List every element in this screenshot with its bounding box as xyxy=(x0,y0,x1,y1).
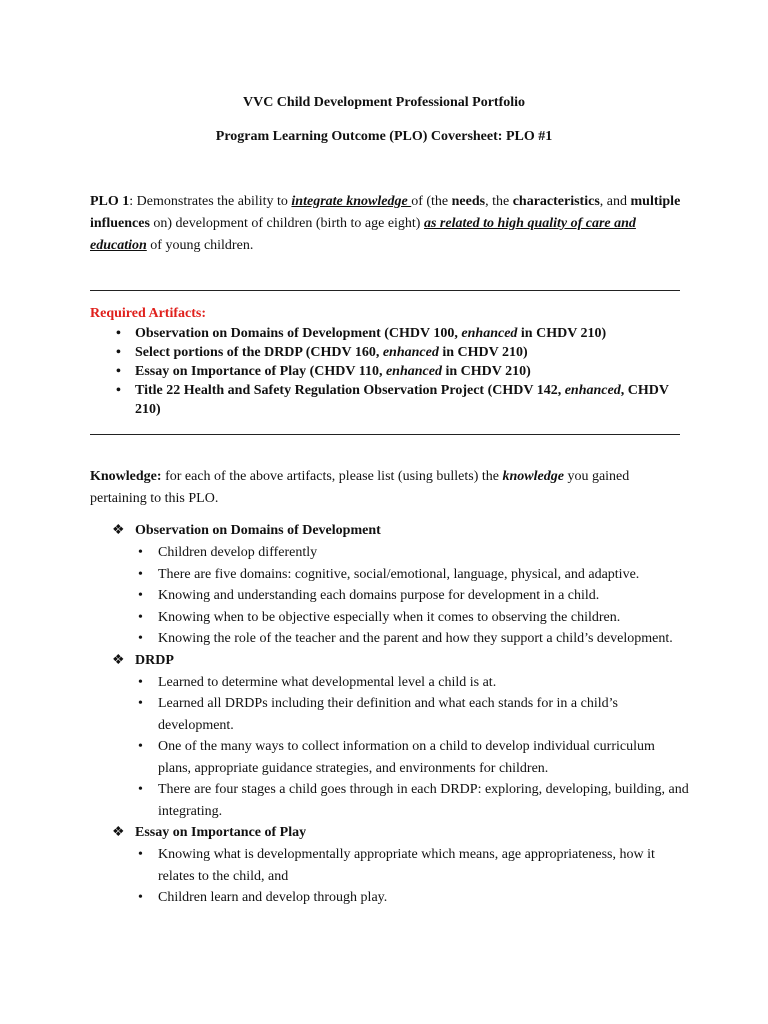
list-item-text: There are five domains: cognitive, social/emotional, language, physical, and adaptive. xyxy=(158,566,640,582)
list-item-text: Learned all DRDPs including their definition and what each stands for in a child’s development. xyxy=(158,696,618,733)
knowledge-text: you gained pertaining to this PLO. xyxy=(90,469,630,506)
list-item xyxy=(90,887,690,909)
plo-related-quality: as related to high quality of care and education xyxy=(90,216,636,253)
list-item-text: Children learn and develop through play. xyxy=(158,890,388,905)
plo-label: PLO 1 xyxy=(90,194,130,209)
list-item-text: Knowing when to be objective especially when it comes to observing the children. xyxy=(158,609,621,625)
section-title xyxy=(90,650,690,672)
list-item xyxy=(90,693,690,736)
list-item-text: There are four stages a child goes through in each DRDP: exploring, developing, building, and integrating. xyxy=(158,782,689,819)
artifact-text: Title 22 Health and Safety Regulation Observation Project (CHDV 142, xyxy=(135,383,565,398)
knowledge-intro xyxy=(90,466,680,510)
divider-line xyxy=(90,290,680,291)
artifact-text: , CHDV 210) xyxy=(135,383,669,417)
bullet-icon: • xyxy=(138,782,143,797)
artifact-item xyxy=(90,381,680,419)
list-item-text: One of the many ways to collect information on a child to develop individual curriculum plans, appropriate guidance strategies, and environments for children. xyxy=(158,739,655,776)
artifact-text: Essay on Importance of Play (CHDV 110, xyxy=(135,364,386,379)
artifact-text: in CHDV 210) xyxy=(438,345,528,360)
plo-text: , and xyxy=(599,194,631,209)
bullet-icon: • xyxy=(116,326,121,341)
section-title-text: Observation on Domains of Development xyxy=(135,523,381,538)
plo-characteristics: characteristics xyxy=(512,194,600,209)
document-title: VVC Child Development Professional Portfolio xyxy=(242,95,526,110)
list-item-text: Learned to determine what developmental level a child is at. xyxy=(158,674,497,690)
bullet-icon: • xyxy=(138,609,143,625)
artifact-enhanced: enhanced xyxy=(461,326,518,341)
document-subtitle: Program Learning Outcome (PLO) Coversheet: PLO #1 xyxy=(215,129,553,144)
diamond-bullet-icon: ❖ xyxy=(112,825,125,840)
knowledge-word: knowledge xyxy=(502,469,564,484)
section-title-text: Essay on Importance of Play xyxy=(135,825,307,840)
plo-statement xyxy=(90,191,682,257)
artifact-text: Observation on Domains of Development (CHDV 100, xyxy=(135,326,462,341)
plo-integrate-knowledge: integrate knowledge xyxy=(291,194,412,209)
bullet-icon: • xyxy=(116,383,121,398)
artifact-enhanced: enhanced xyxy=(382,345,439,360)
knowledge-label: Knowledge: xyxy=(90,469,162,484)
bullet-icon: • xyxy=(138,545,143,560)
plo-multiple-influences: multiple influences xyxy=(90,194,681,231)
required-artifacts xyxy=(90,303,680,419)
bullet-icon: • xyxy=(138,631,143,646)
list-item xyxy=(90,779,690,822)
artifact-item xyxy=(90,362,680,381)
section-items xyxy=(90,542,690,650)
list-item-text: Knowing and understanding each domains purpose for development in a child. xyxy=(158,588,600,603)
bullet-icon: • xyxy=(116,364,121,379)
list-item xyxy=(90,607,690,629)
plo-text: , the xyxy=(485,194,513,209)
artifact-enhanced: enhanced xyxy=(564,383,621,398)
artifact-enhanced: enhanced xyxy=(385,364,442,379)
plo-text: of (the xyxy=(411,194,452,209)
knowledge-text: for each of the above artifacts, please list (using bullets) the xyxy=(161,469,503,484)
artifact-text: Select portions of the DRDP (CHDV 160, xyxy=(135,345,383,360)
section-title xyxy=(90,520,690,542)
section-title-text: DRDP xyxy=(135,652,174,668)
bullet-icon: • xyxy=(138,890,143,905)
bullet-icon: • xyxy=(138,739,143,754)
bullet-icon: • xyxy=(116,345,121,360)
diamond-bullet-icon: ❖ xyxy=(112,523,125,538)
bullet-icon: • xyxy=(138,588,143,603)
bullet-icon: • xyxy=(138,696,143,711)
section-items xyxy=(90,844,690,909)
artifact-text: in CHDV 210) xyxy=(517,326,607,341)
list-item-text: Knowing the role of the teacher and the parent and how they support a child’s development. xyxy=(158,631,673,646)
plo-text: on) development of children (birth to age eight) xyxy=(149,216,424,231)
bullet-icon: • xyxy=(138,847,143,862)
list-item xyxy=(90,542,690,564)
diamond-bullet-icon: ❖ xyxy=(112,652,125,668)
list-item xyxy=(90,628,690,650)
divider-line xyxy=(90,434,680,435)
list-item xyxy=(90,564,690,586)
list-item xyxy=(90,736,690,779)
plo-text: of young children. xyxy=(146,238,254,253)
artifact-item xyxy=(90,343,680,362)
list-item xyxy=(90,672,690,694)
required-artifacts-heading: Required Artifacts: xyxy=(90,306,206,321)
bullet-icon: • xyxy=(138,674,143,690)
plo-text: : Demonstrates the ability to xyxy=(129,194,292,209)
bullet-icon: • xyxy=(138,566,143,582)
list-item-text: Children develop differently xyxy=(158,545,318,560)
plo-needs: needs xyxy=(451,194,486,209)
section-items xyxy=(90,672,690,823)
list-item xyxy=(90,844,690,887)
list-item-text: Knowing what is developmentally appropriate which means, age appropriateness, how it relates to the child, and xyxy=(158,847,655,884)
knowledge-sections xyxy=(90,520,690,909)
list-item xyxy=(90,585,690,607)
artifact-item xyxy=(90,324,680,343)
section-title xyxy=(90,822,690,844)
required-artifacts-list xyxy=(90,324,680,419)
artifact-text: in CHDV 210) xyxy=(441,364,531,379)
